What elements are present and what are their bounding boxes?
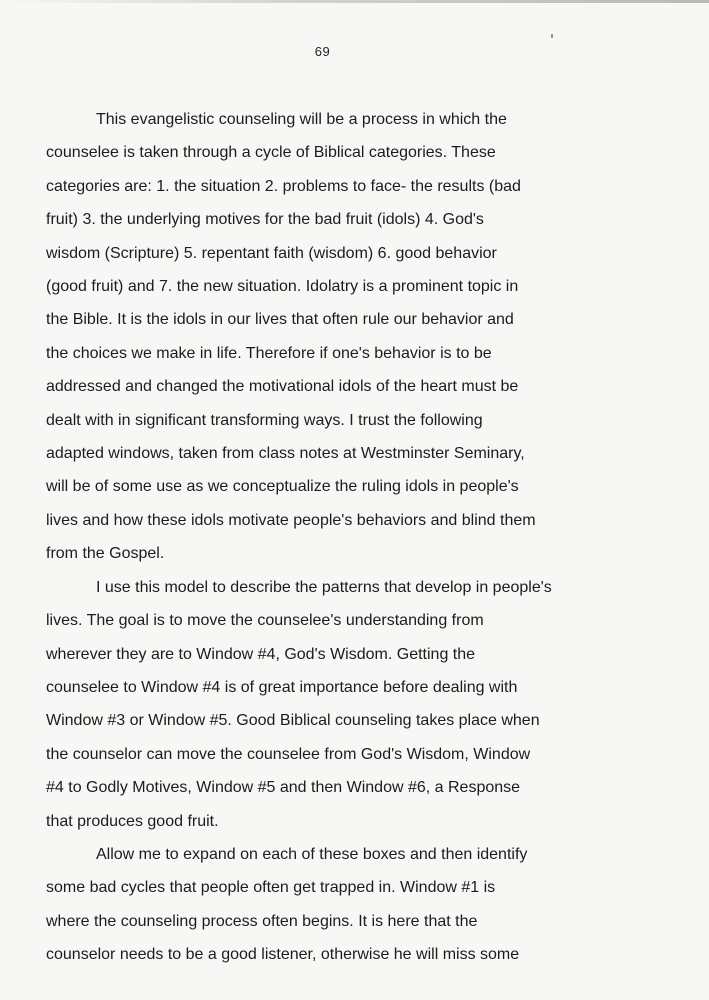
- text-line: I use this model to describe the patterns that develop in people's: [96, 578, 552, 596]
- text-line: counselee to Window #4 is of great importance before dealing with: [46, 678, 518, 696]
- text-line: where the counseling process often begins. It is here that the: [46, 912, 478, 930]
- text-line: from the Gospel.: [46, 545, 165, 563]
- page-number: 69: [314, 44, 331, 59]
- text-line: Window #3 or Window #5. Good Biblical counseling takes place when: [46, 712, 540, 730]
- text-line: Allow me to expand on each of these boxes and then identify: [96, 845, 528, 863]
- text-line: addressed and changed the motivational idols of the heart must be: [46, 378, 519, 396]
- text-line: adapted windows, taken from class notes at Westminster Seminary,: [46, 445, 525, 463]
- text-line: (good fruit) and 7. the new situation. Idolatry is a prominent topic in: [46, 278, 519, 296]
- text-line: dealt with in significant transforming ways. I trust the following: [46, 411, 483, 429]
- text-line: that produces good fruit.: [46, 812, 219, 830]
- paragraph-2: [46, 571, 640, 838]
- text-line: categories are: 1. the situation 2. problems to face- the results (bad: [46, 177, 521, 195]
- text-line: the choices we make in life. Therefore if one's behavior is to be: [46, 344, 492, 362]
- text-line: the Bible. It is the idols in our lives that often rule our behavior and: [46, 311, 514, 329]
- text-line: wherever they are to Window #4, God's Wisdom. Getting the: [46, 645, 476, 663]
- text-line: lives. The goal is to move the counselee's understanding from: [46, 612, 484, 630]
- text-line: some bad cycles that people often get trapped in. Window #1 is: [46, 879, 496, 897]
- top-edge-shadow: [0, 0, 709, 3]
- text-line: counselor needs to be a good listener, otherwise he will miss some: [46, 946, 520, 964]
- text-line: wisdom (Scripture) 5. repentant faith (wisdom) 6. good behavior: [46, 244, 497, 262]
- text-line: will be of some use as we conceptualize the ruling idols in people's: [46, 478, 519, 496]
- text-line: #4 to Godly Motives, Window #5 and then Window #6, a Response: [46, 779, 521, 797]
- text-line: the counselor can move the counselee from God's Wisdom, Window: [46, 745, 531, 763]
- scan-speck: [551, 34, 553, 38]
- text-line: This evangelistic counseling will be a process in which the: [96, 111, 507, 128]
- paragraph-3: [46, 838, 640, 972]
- body-text: [46, 103, 640, 972]
- text-line: counselee is taken through a cycle of Biblical categories. These: [46, 144, 496, 162]
- paragraph-1: [46, 103, 640, 571]
- text-line: fruit) 3. the underlying motives for the bad fruit (idols) 4. God's: [46, 211, 484, 229]
- text-line: lives and how these idols motivate people's behaviors and blind them: [46, 511, 536, 529]
